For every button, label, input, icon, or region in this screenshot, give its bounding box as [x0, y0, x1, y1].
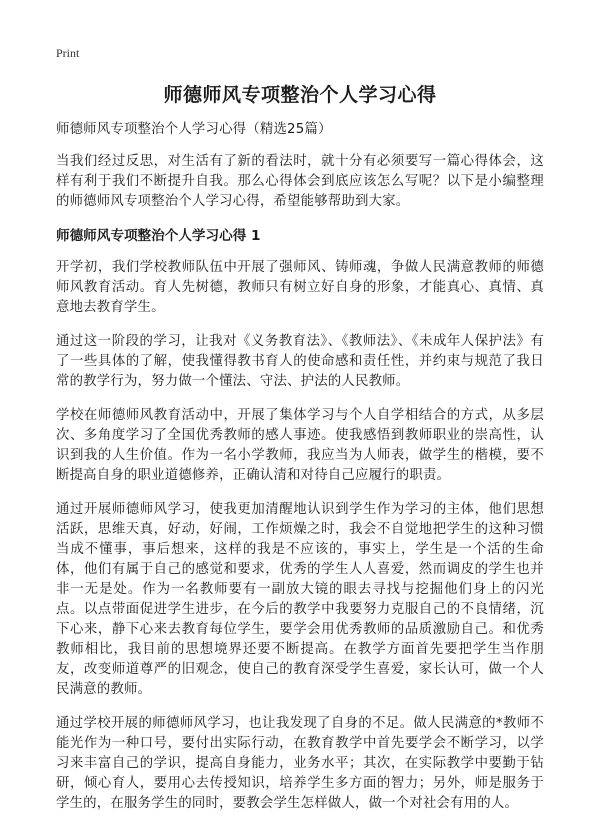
section-heading: 师德师风专项整治个人学习心得 1: [56, 228, 261, 244]
body-paragraph-4: 通过开展师德师风学习，使我更加清醒地认识到学生作为学习的主体，他们思想活跃，思维天真，好动，好闹，工作烦燥之时，我会不自觉地把学生的这种习惯当成不懂事，事后想来，这样的我是不应该的，事实上，学生是一个活的生命体，他们有属于自己的感觉和要求，优秀的学生人人喜爱，然而调皮的学生也并非一无是处。作为一名教师要有一副放大镜的眼去寻找与挖掘他们身上的闪光点。以点带面促进学生进步，在今后的教学中我要努力克服自己的不良情绪，沉下心来，静下心来去教育每位学生，要学会用优秀教师的品质激励自己。和优秀教师相比，我目前的思想境界还要不断提高。在教学方面首先要把学生当作朋友，改变师道尊严的旧观念，使自己的教育深受学生喜爱，家长认可，做一个人民满意的教师。: [56, 502, 544, 697]
print-link[interactable]: Print: [56, 46, 80, 60]
document-body: [56, 120, 544, 828]
body-paragraph-1: 开学初，我们学校教师队伍中开展了强师风、铸师魂，争做人民满意教师的师德师风教育活动。育人先树德，教师只有树立好自身的形象，才能真心、真情、真意地去教育学生。: [56, 260, 544, 315]
document-title: 师德师风专项整治个人学习心得: [163, 84, 437, 106]
document-subtitle: 师德师风专项整治个人学习心得（精选25篇）: [56, 122, 332, 137]
intro-paragraph: 当我们经过反思，对生活有了新的看法时，就十分有必须要写一篇心得体会，这样有利于我们不断提升自我。那么心得体会到底应该怎么写呢？以下是小编整理的师德师风专项整治个人学习心得，希望能够帮助到大家。: [56, 154, 544, 209]
body-paragraph-5: 通过学校开展的师德师风学习，也让我发现了自身的不足。做人民满意的*教师不能光作为一种口号，要付出实际行动，在教育教学中首先要学会不断学习，以学习来丰富自己的学识，提高自身能力，业务水平；其次，在实际教学中要勤于钻研，倾心育人，要用心去传授知识，培养学生多方面的智力；另外，师是服务于学生的，在服务学生的同时，要教会学生怎样做人，做一个对社会有用的人。: [56, 716, 544, 811]
body-paragraph-3: 学校在师德师风教育活动中，开展了集体学习与个人自学相结合的方式，从多层次、多角度学习了全国优秀教师的感人事迹。使我感悟到教师职业的崇高性，认识到我的人生价值。作为一名小学教师，我应当为人师表，做学生的楷模，要不断提高自身的职业道德修养，正确认清和对待自己应履行的职责。: [56, 408, 544, 483]
body-paragraph-2: 通过这一阶段的学习，让我对《义务教育法》、《教师法》、《未成年人保护法》有了一些具体的了解，使我懂得教书育人的使命感和责任性，并约束与规范了我日常的教学行为，努力做一个懂法、守法、护法的人民教师。: [56, 334, 544, 389]
